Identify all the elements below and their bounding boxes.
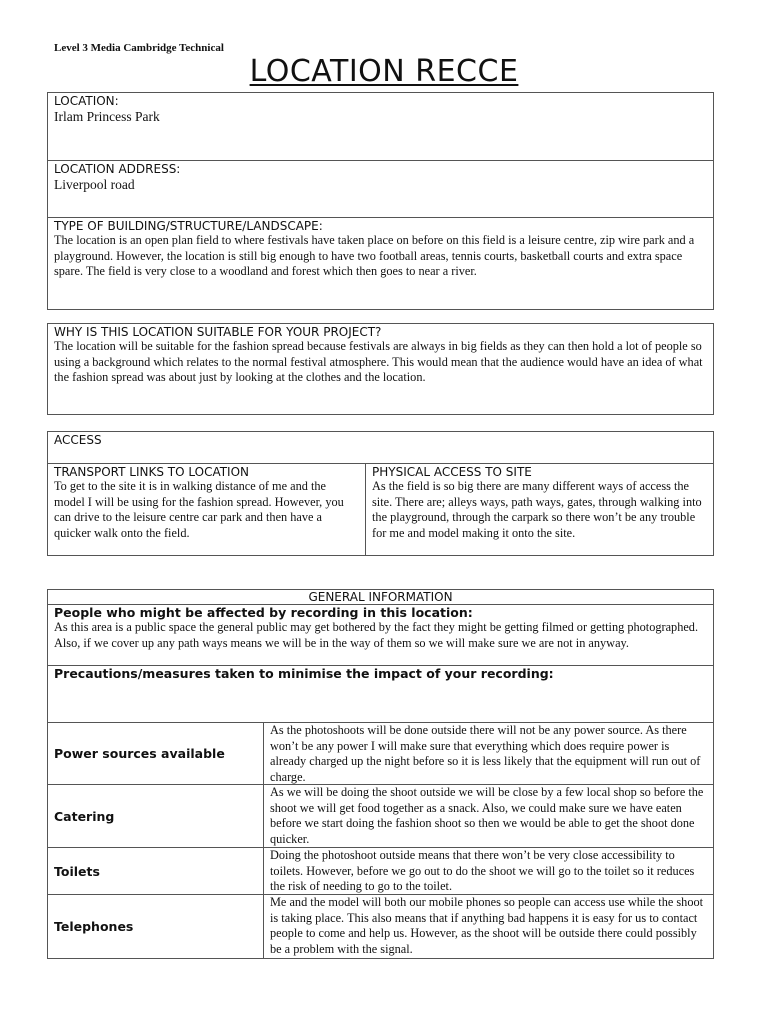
access-table [47,431,714,556]
transport-cell [48,464,366,555]
access-detail-row [48,464,713,555]
address-cell [48,161,713,218]
suitability-label: WHY IS THIS LOCATION SUITABLE FOR YOUR PROJECT? [54,325,382,339]
physical-cell [366,464,713,555]
affected-cell [48,605,713,666]
transport-label: TRANSPORT LINKS TO LOCATION [54,465,250,479]
location-value: Irlam Princess Park [54,109,160,124]
power-label: Power sources available [48,723,264,784]
location-label: LOCATION: [54,94,119,108]
power-value: As the photoshoots will be done outside there will not be any power source. As there won’t be any power I will make sure that everything which does require power is already charged up the night before so it is less likely that the equipment will run out of charge. [270,723,701,784]
physical-label: PHYSICAL ACCESS TO SITE [372,465,532,479]
info-row-power [48,723,713,785]
type-value: The location is an open plan field to where festivals have taken place on before on this field is a leisure centre, zip wire park and a playground. However, the location is still big enough to have two football areas, tennis courts, basketball courts and extra space spare. The field is very close to a woodland and forest which then goes to near a river. [54,233,695,278]
general-info-table [47,589,714,959]
info-row-catering [48,785,713,848]
physical-value: As the field is so big there are many different ways of access the site. There are; alleys ways, path ways, gates, through walking into the playground, through the carpark so there won’t be any trouble for me and model making it onto the site. [372,479,702,540]
access-label: ACCESS [54,433,102,447]
suitability-value: The location will be suitable for the fashion spread because festivals are always in big fields as they can then hold a lot of people so using a background which relates to the normal festival atmosphere. This would mean that the audience would have an idea of what the fashion spread was about just by looking at the clothes and the location. [54,339,703,384]
address-value: Liverpool road [54,177,135,192]
location-cell [48,93,713,161]
catering-value: As we will be doing the shoot outside we will be close by a few local shop so before the shoot we will get food together as a snack. Also, we could make sure we have eaten before we start doing the fashion shoot so then we would be able to get the shoot done quicker. [270,785,704,846]
transport-value: To get to the site it is in walking distance of me and the model I will be using for the fashion spread. However, you can drive to the leisure centre car park and then have a quicker walk onto the field. [54,479,344,540]
access-heading-cell [48,432,713,464]
telephones-value: Me and the model will both our mobile phones so people can access use while the shoot is taking place. This also means that if anything bad happens it is easy for us to contact people to come and help us. However, as the shoot will be outside there could possibly be a problem with the signal. [270,895,704,956]
page-title: LOCATION RECCE [249,54,519,89]
type-label: TYPE OF BUILDING/STRUCTURE/LANDSCAPE: [54,219,323,233]
toilets-label: Toilets [48,848,264,894]
affected-value: As this area is a public space the general public may get bothered by the fact they might be getting filmed or getting photographed. Also, if we cover up any path ways means we will be in the way of them so we will make sure we are not in anyway. [54,620,699,650]
course-header: Level 3 Media Cambridge Technical [54,42,224,54]
precautions-label: Precautions/measures taken to minimise the impact of your recording: [54,666,554,681]
toilets-value: Doing the photoshoot outside means that there won’t be very close accessibility to toilets. However, before we go out to do the shoot we will go to the toilet so it reduces the risk of needing to go to the toilet. [270,848,695,893]
type-cell [48,218,713,309]
suitability-table [47,323,714,415]
catering-label: Catering [48,785,264,847]
telephones-label: Telephones [48,895,264,958]
info-row-telephones [48,895,713,958]
general-heading: GENERAL INFORMATION [308,590,453,604]
location-table [47,92,714,310]
address-label: LOCATION ADDRESS: [54,162,181,176]
suitability-cell [48,324,713,386]
precautions-cell [48,666,713,723]
info-row-toilets [48,848,713,895]
affected-label: People who might be affected by recording in this location: [54,605,473,620]
general-heading-cell [48,590,713,605]
